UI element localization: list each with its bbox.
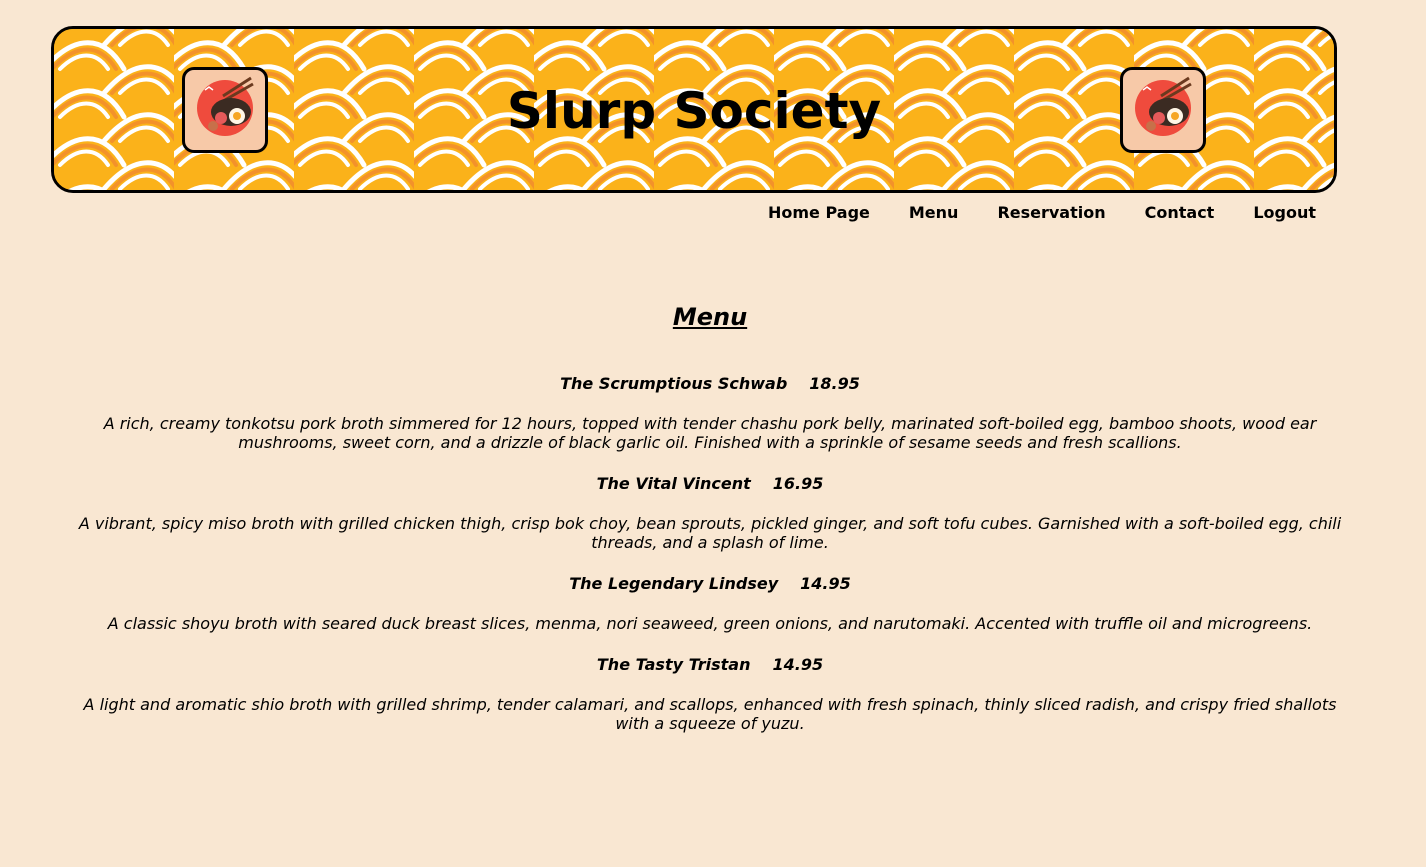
menu-item xyxy=(60,574,1360,633)
main-navigation xyxy=(729,203,1316,222)
menu-item-title xyxy=(60,374,1360,394)
site-title: Slurp Society xyxy=(506,82,882,140)
site-banner xyxy=(51,26,1337,193)
menu-item-name: The Tasty Tristan xyxy=(596,655,751,674)
ramen-logo-right xyxy=(1120,67,1206,153)
menu-item-name: The Vital Vincent xyxy=(596,474,751,493)
menu-item-description: A classic shoyu broth with seared duck breast slices, menma, nori seaweed, green onions, and narutomaki. Accented with truffle oil and microgreens. xyxy=(107,614,1313,633)
menu-item-title xyxy=(60,474,1360,494)
menu-item-price: 18.95 xyxy=(809,374,860,393)
nav-logout[interactable]: Logout xyxy=(1253,203,1316,222)
menu-item-title xyxy=(60,655,1360,675)
ramen-bowl-icon xyxy=(1123,70,1203,150)
nav-menu[interactable]: Menu xyxy=(908,203,959,222)
menu-item-price: 14.95 xyxy=(800,574,851,593)
page-title: Menu xyxy=(672,303,748,331)
menu-item xyxy=(60,374,1360,452)
menu-item xyxy=(60,474,1360,552)
menu-item-description: A vibrant, spicy miso broth with grilled chicken thigh, crisp bok choy, bean sprouts, pickled ginger, and soft tofu cubes. Garnished with a soft-boiled egg, chili threads, and a splash of lime. xyxy=(78,514,1342,552)
menu-content xyxy=(60,300,1360,755)
menu-item-price: 14.95 xyxy=(772,655,824,674)
menu-item-price: 16.95 xyxy=(772,474,824,493)
menu-item-name: The Legendary Lindsey xyxy=(569,574,779,593)
menu-item-description: A light and aromatic shio broth with grilled shrimp, tender calamari, and scallops, enhanced with fresh spinach, thinly sliced radish, and crispy fried shallots with a squeeze of yuzu. xyxy=(83,695,1337,733)
menu-item xyxy=(60,655,1360,733)
menu-item-description: A rich, creamy tonkotsu pork broth simmered for 12 hours, topped with tender chashu pork belly, marinated soft-boiled egg, bamboo shoots, wood ear mushrooms, sweet corn, and a drizzle of black garlic oil. Finished with a sprinkle of sesame seeds and fresh scallions. xyxy=(103,414,1317,452)
menu-item-name: The Scrumptious Schwab xyxy=(560,374,788,393)
nav-reservation[interactable]: Reservation xyxy=(997,203,1106,222)
nav-contact[interactable]: Contact xyxy=(1144,203,1215,222)
nav-home-page[interactable]: Home Page xyxy=(768,203,870,222)
menu-item-title xyxy=(60,574,1360,594)
